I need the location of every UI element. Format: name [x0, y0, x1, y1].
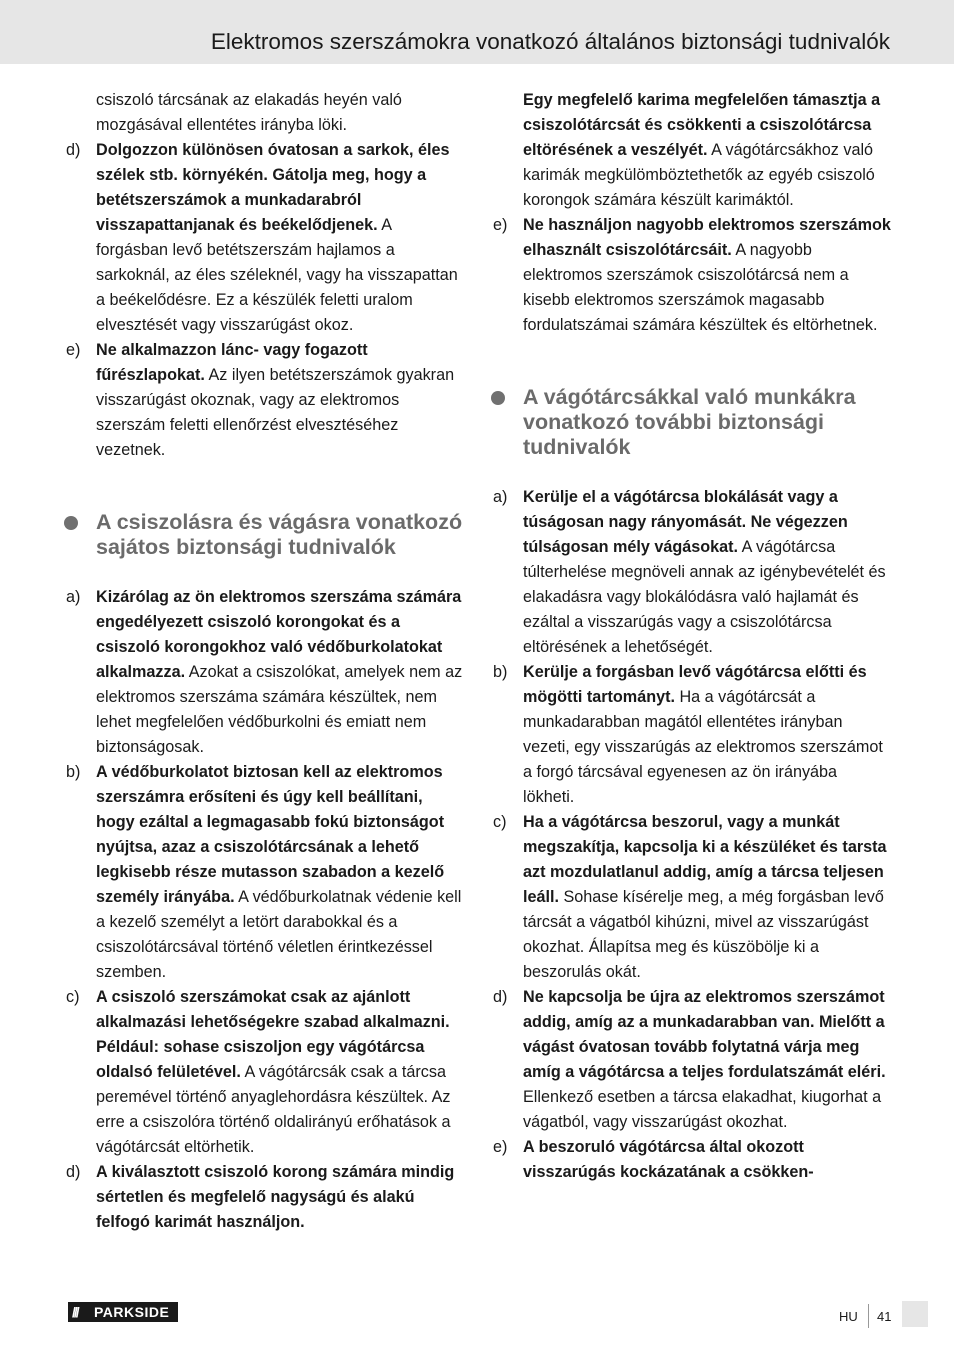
item-marker: d) [493, 988, 508, 1006]
item-marker: b) [493, 663, 508, 681]
list-item-a [487, 485, 892, 660]
section-heading-text: A csiszolásra és vágásra vonatkozó sajátos biztonsági tudnivalók [96, 510, 463, 559]
list-item-c [60, 985, 465, 1160]
item-bold-text: Kerülje el a vágótárcsa blokálását vagy a túságosan nagy rányomását. Ne végezzen túlságosan mély vágásokat. [523, 488, 848, 556]
page-number: 41 [877, 1309, 892, 1324]
item-bold-text: A kiválasztott csiszoló korong számára mindig sértetlen és megfelelő nagyságú és alakú felfogó karimát használjon. [96, 1163, 455, 1231]
list-item-b [60, 760, 465, 985]
parkside-logo [68, 1302, 178, 1322]
list-item-e [487, 213, 892, 338]
list-item-a [60, 585, 465, 760]
language-code: HU [839, 1309, 858, 1324]
footer-divider [868, 1304, 869, 1328]
item-text: A nagyobb elektromos szerszámok csiszolótárcsá nem a kisebb elektromos szerszámok magasabb fordulatszámai számára készültek és eltörhetnek. [523, 241, 878, 334]
item-bold-text: Ne kapcsolja be újra az elektromos szerszámot addig, amíg az a munkadarabban van. Mielőtt a vágást óvatosan tovább folytatná várja meg amíg a vágótárcsa a teljes fordulatszámát eléri. [523, 988, 886, 1081]
continuation-text [523, 88, 892, 213]
item-text: A forgásban levő betétszerszám hajlamos a sarkoknál, az éles széleknél, vagy ha visszapattan a beékelődésre. Ez a készülék feletti uralom elvesztését vagy visszarúgást okoz. [96, 216, 458, 334]
item-marker: e) [66, 341, 81, 359]
list-item-e [487, 1135, 892, 1185]
continuation-text: csiszoló tárcsának az elakadás heyén való mozgásával ellentétes irányba löki. [96, 91, 402, 134]
bullet-icon [64, 516, 78, 530]
header-title: Elektromos szerszámokra vonatkozó általános biztonsági tudnivalók [210, 29, 890, 54]
footer-tab [902, 1301, 928, 1327]
logo-text: PARKSIDE [94, 1304, 170, 1320]
item-bold-text: Ne alkalmazzon lánc- vagy fogazott fűrészlapokat. [96, 341, 368, 384]
list-item-d [60, 138, 465, 338]
continuation-plain-text: A vágótárcsákhoz való karimák megkülömböztethetők az egyéb csiszoló korongok számára készült karimáktól. [523, 141, 875, 209]
item-marker: a) [493, 488, 508, 506]
item-bold-text: Ha a vágótárcsa beszorul, vagy a munkát megszakítja, kapcsolja ki a készüléket és tarsta azt mozdulatlanul addig, amíg a tárcsa teljesen leáll. [523, 813, 887, 906]
item-text: Ha a vágótárcsát a munkadarabban magától ellentétes irányban vezeti, egy visszarúgás az elektromos szerszámot a forgó tárcsával egyenesen az ön irányába lökheti. [523, 688, 883, 806]
logo-slashes: /// [72, 1304, 78, 1320]
list-item-d [487, 985, 892, 1135]
section-heading-text: A vágótárcsákkal való munkákra vonatkozó további biztonsági tudnivalók [523, 385, 856, 459]
item-marker: e) [493, 1138, 508, 1156]
item-bold-text: Ne használjon nagyobb elektromos szerszámok elhasznált csiszolótárcsáit. [523, 216, 891, 259]
item-text: A vágótárcsa túlterhelése megnöveli annak az igénybevételét és elakadásra vagy blokálódásra való hajlamát és ezáltal a visszarúgás vagy a csiszolótárcsa eltörésének a lehetőségét. [523, 538, 886, 656]
item-bold-text: A védőburkolatot biztosan kell az elektromos szerszámra erősíteni és úgy kell beállítani, hogy ezáltal a legmagasabb fokú biztonságot nyújtsa, azaz a csiszolótárcsának a lehető legkisebb része mutasson szabadon a kezelő személy irányába. [96, 763, 445, 906]
item-marker: a) [66, 588, 81, 606]
list-item-d [60, 1160, 465, 1235]
item-marker: b) [66, 763, 81, 781]
item-bold-text: Kerülje a forgásban levő vágótárcsa előtti és mögötti tartományt. [523, 663, 867, 706]
item-text: A védőburkolatnak védenie kell a kezelő személyt a letört darabokkal és a csiszolótárcsával történő véletlen érintkezéssel szemben. [96, 888, 462, 981]
item-bold-text: Kizárólag az ön elektromos szerszáma számára engedélyezett csiszoló korongokat és a csiszoló korongokhoz való védőburkolatokat alkalmazza. [96, 588, 462, 681]
item-text: Az ilyen betétszerszámok gyakran visszarúgást okoznak, vagy az elektromos szerszám feletti ellenőrzést elvesztéséhez vezetnek. [96, 366, 455, 459]
item-marker: c) [66, 988, 80, 1006]
section-heading [60, 510, 465, 560]
list-item-c [487, 810, 892, 985]
bullet-icon [491, 391, 505, 405]
item-text: Azokat a csiszolókat, amelyek nem az elektromos szerszáma számára készültek, nem lehet megfelelően védőburkolni és emiatt nem biztonságosak. [96, 663, 463, 756]
item-marker: c) [493, 813, 507, 831]
page-header [0, 0, 954, 64]
item-bold-text: Dolgozzon különösen óvatosan a sarkok, éles szélek stb. környékén. Gátolja meg, hogy a betétszerszámok a munkadarabról visszapattanjanak és beékelődjenek. [96, 141, 450, 234]
item-bold-text: A csiszoló szerszámokat csak az ajánlott alkalmazási lehetőségekre szabad alkalmazni. Például: sohase csiszoljon egy vágótárcsa oldalsó felületével. [96, 988, 450, 1081]
left-column [60, 88, 465, 1235]
list-item-e [60, 338, 465, 463]
item-text: Sohase kísérelje meg, a még forgásban levő tárcsát a vágatból kihúzni, mivel az visszarúgást okozhat. Állapítsa meg és küszöbölje ki a beszorulás okát. [523, 888, 884, 981]
list-item-b [487, 660, 892, 810]
item-marker: e) [493, 216, 508, 234]
item-text: Ellenkező esetben a tárcsa elakadhat, kiugorhat a vágatból, vagy visszarúgást okozhat. [523, 1088, 882, 1131]
item-marker: d) [66, 141, 81, 159]
item-bold-text: A beszoruló vágótárcsa által okozott visszarúgás kockázatának a csökken- [523, 1138, 814, 1181]
section-heading [487, 385, 892, 460]
item-marker: d) [66, 1163, 81, 1181]
right-column [487, 88, 892, 1185]
continuation-bold-text: Egy megfelelő karima megfelelően támasztja a csiszolótárcsát és csökkenti a csiszolótárcsa eltörésének a veszélyét. [523, 91, 881, 159]
item-text: A vágótárcsák csak a tárcsa peremével történő anyaglehordásra készültek. Az erre a csiszolóra történő oldalirányú erőhatások a vágótárcsát eltörhetik. [96, 1063, 451, 1156]
